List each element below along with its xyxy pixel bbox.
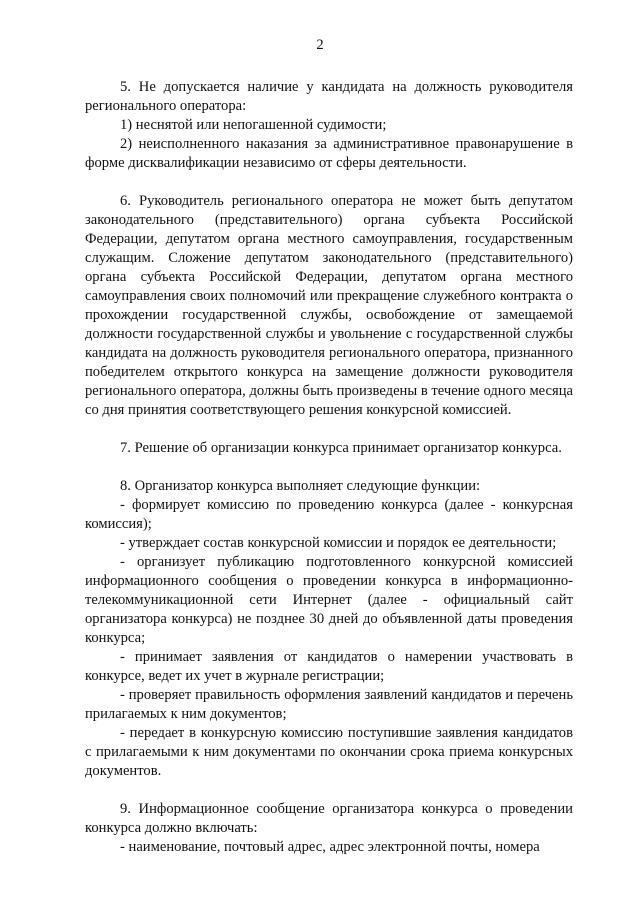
paragraph: - проверяет правильность оформления заявлений кандидатов и перечень прилагаемых к ним документов;	[85, 687, 573, 722]
paragraph: 1) неснятой или непогашенной судимости;	[120, 117, 387, 133]
paragraph: 8. Организатор конкурса выполняет следующие функции:	[120, 478, 481, 494]
paragraph: - принимает заявления от кандидатов о намерении участвовать в конкурсе, ведет их учет в журнале регистрации;	[85, 649, 573, 684]
page-number: 2	[316, 37, 324, 53]
paragraph: 9. Информационное сообщение организатора конкурса о проведении конкурса должно включать:	[85, 801, 573, 836]
document-body	[85, 78, 573, 857]
paragraph: - формирует комиссию по проведению конкурса (далее - конкурсная комиссия);	[85, 497, 573, 532]
paragraph: 7. Решение об организации конкурса принимает организатор конкурса.	[120, 440, 562, 456]
paragraph: - наименование, почтовый адрес, адрес электронной почты, номера	[120, 839, 540, 855]
paragraph: 6. Руководитель регионального оператора не может быть депутатом законодательного (представительного) органа субъекта Российской Федерации, депутатом органа местного самоуправления, государственным служащим. Сложение депутатом законодательного (представительного) органа субъекта Российской Федерации, депутатом органа местного самоуправления своих полномочий или прекращение служебного контракта о прохождении государственной службы, освобождение от замещаемой должности государственной службы и увольнение с государственной службы кандидата на должность руководителя регионального оператора, признанного победителем открытого конкурса на замещение должности руководителя регионального оператора, должны быть произведены в течение одного месяца со дня принятия соответствующего решения конкурсной комиссией.	[85, 193, 573, 418]
paragraph: - передает в конкурсную комиссию поступившие заявления кандидатов с прилагаемыми к ним документами по окончании срока приема конкурсных документов.	[85, 725, 573, 779]
paragraph: - организует публикацию подготовленного конкурсной комиссией информационного сообщения о проведении конкурса в информационно-телекоммуникационной сети Интернет (далее - официальный сайт организатора конкурса) не позднее 30 дней до объявленной даты проведения конкурса;	[85, 554, 573, 646]
paragraph: 2) неисполненного наказания за административное правонарушение в форме дисквалификации независимо от сферы деятельности.	[85, 136, 573, 171]
paragraph: 5. Не допускается наличие у кандидата на должность руководителя регионального оператора:	[85, 79, 573, 114]
paragraph: - утверждает состав конкурсной комиссии и порядок ее деятельности;	[120, 535, 557, 551]
